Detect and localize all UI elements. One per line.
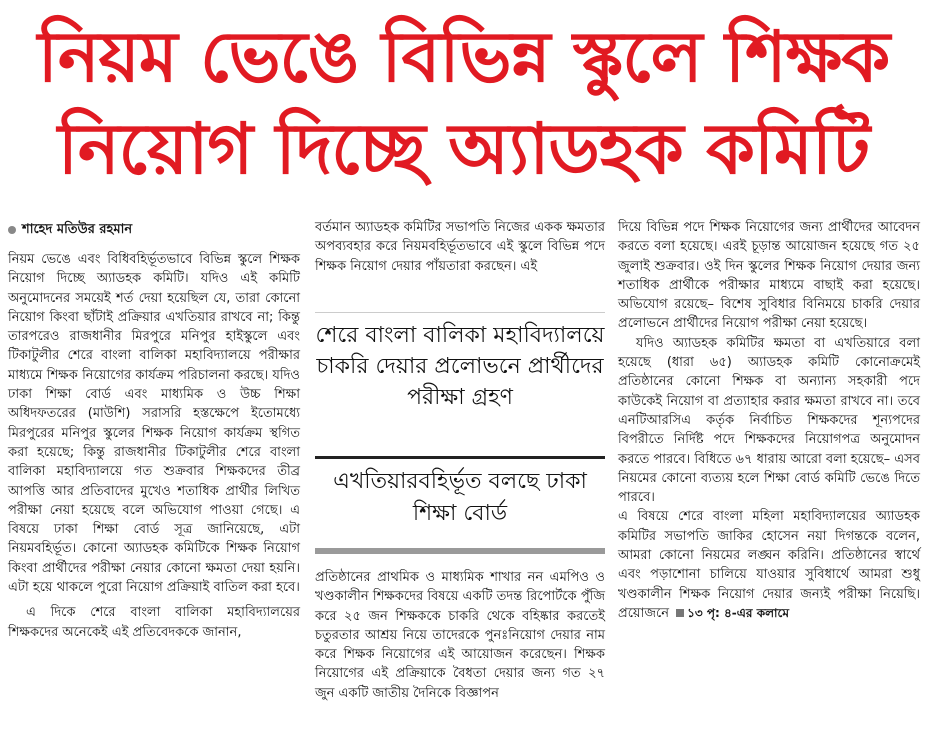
- bullet-icon: [8, 226, 16, 234]
- column-3-paragraph-3: এ বিষয়ে শেরে বাংলা মহিলা মহাবিদ্যালয়ের অ্যাডহক কমিটির সভাপতি জাকির হোসেন নয়া দিগন্তকে বলেন, আমরা কোনো নিয়মের লঙ্ঘন করিনি। প্রতিষ্ঠানের স্বার্থে এবং পড়াশোনা চালিয়ে যাওয়ার সুবিধার্থে আমরা শুধু খণ্ডকালীন শিক্ষক নিয়োগ দেয়ার জন্যই পরীক্ষা নিয়েছি। প্রয়োজনে: [618, 509, 920, 621]
- column-2-bottom-text: প্রতিষ্ঠানের প্রাথমিক ও মাধ্যমিক শাখার নন এমপিও ও খণ্ডকালীন শিক্ষকদের বিষয়ে একটি তদন্ত রিপোর্টকে পুঁজি করে ২৫ জন শিক্ষককে চাকরি থেকে বহিষ্কার করতেই চতুরতার আশ্রয় নিয়ে তাদেরকে পুনঃনিয়োগ দেয়ার নাম করে শিক্ষক নিয়োগের এই আয়োজন করেছেন। শিক্ষক নিয়োগের এই প্রক্রিয়াকে বৈধতা দেয়ার জন্য গত ২৭ জুন একটি জাতীয় দৈনিকে বিজ্ঞাপন: [315, 570, 605, 701]
- pullquote-divider: [315, 312, 605, 313]
- column-3-paragraph-2: যদিও অ্যাডহক কমিটির ক্ষমতা বা এখতিয়ারে বলা হয়েছে (ধারা ৬৫) অ্যাডহক কমিটি কোনোক্রমেই প্রতিষ্ঠানের কোনো শিক্ষক বা অন্যান্য সহকারী পদে কাউকেই নিয়োগ বা প্রত্যাহার করার ক্ষমতা রাখবে না। তবে এনটিআরসিএ কর্তৃক নির্বাচিত শিক্ষকদের শূন্যপদের বিপরীতে নির্দিষ্ট পদে শিক্ষকদের নিয়োগপত্র অনুমোদন করতে পারবে। বিধিতে ৬৭ ধারায় আরো বলা হয়েছে– এসব নিয়মের কোনো ব্যত্যয় হলে শিক্ষা বোর্ড কমিটি ভেঙে দিতে পারবে।: [618, 335, 920, 506]
- column-3-paragraph-1: দিয়ে বিভিন্ন পদে শিক্ষক নিয়োগের জন্য প্রার্থীদের আবেদন করতে বলা হয়েছে। এরই চূড়ান্ত আয়োজন হয়েছে গত ২৫ জুলাই শুক্রবার। ওই দিন স্কুলের শিক্ষক নিয়োগ দেয়ার জন্য শতাধিক প্রার্থীকে পরীক্ষার মাধ্যমে বাছাই করা হয়েছে। অভিযোগ রয়েছে– বিশেষ সুবিধার বিনিময়ে চাকরি দেয়ার প্রলোভনে প্রার্থীদের নিয়োগ পরীক্ষা নেয়া হয়েছে।: [618, 220, 920, 332]
- column-1-paragraph-1: নিয়ম ভেঙে এবং বিধিবহির্ভূতভাবে বিভিন্ন স্কুলে শিক্ষক নিয়োগ দিচ্ছে অ্যাডহক কমিটি। যদিও এই কমিটি অনুমোদনের সময়েই শর্ত দেয়া হয়েছিল যে, তারা কোনো নিয়োগ কিংবা ছাঁটাই প্রক্রিয়ার এখতিয়ার রাখবে না; কিন্তু তারপরেও রাজধানীর মিরপুরে মনিপুর হাইস্কুলে এবং টিকাটুলীর শেরে বাংলা বালিকা মহাবিদ্যালয়ে পরীক্ষার মাধ্যমে শিক্ষক নিয়োগের কার্যক্রম পরিচালনা করছে। যদিও ঢাকা শিক্ষা বোর্ড এবং মাধ্যমিক ও উচ্চ শিক্ষা অধিদফতরের (মাউশি) সরাসরি হস্তক্ষেপে ইতোমধ্যে মিরপুরের মনিপুর স্কুলের শিক্ষক নিয়োগ কার্যক্রম স্থগিত করা হয়েছে; কিন্তু রাজধানীর টিকাটুলীর শেরে বাংলা বালিকা মহাবিদ্যালয়ে গত শুক্রবার শিক্ষকদের তীব্র আপত্তি আর প্রতিবাদের মুখেও শতাধিক প্রার্থীর লিখিত পরীক্ষা নেয়া হয়েছে বলে অভিযোগ পাওয়া গেছে। এ বিষয়ে ঢাকা শিক্ষা বোর্ড সূত্র জানিয়েছে, এটা নিয়মবহির্ভূত। কোনো অ্যাডহক কমিটিকে শিক্ষক নিয়োগ কিংবা প্রার্থীদের পরীক্ষা নেয়ার কোনো ক্ষমতা দেয়া হয়নি। এটা হয়ে থাকলে পুরো নিয়োগ প্রক্রিয়াই বাতিল করা হবে।: [8, 252, 300, 596]
- pullquote-2-text: এখতিয়ারবহির্ভূত বলছে ঢাকা শিক্ষা বোর্ড: [333, 469, 587, 526]
- headline-line-1: নিয়ম ভেঙে বিভিন্ন স্কুলে শিক্ষক: [37, 16, 890, 98]
- column-2-top-text: বর্তমান অ্যাডহক কমিটির সভাপতি নিজের একক ক্ষমতার অপব্যবহার করে নিয়মবহির্ভূতভাবে এই স্কুলে বিভিন্ন পদে শিক্ষক নিয়োগ দেয়ার পাঁয়তারা করছেন। এই: [315, 220, 605, 274]
- headline-line-2: নিয়োগ দিচ্ছে অ্যাডহক কমিটি: [57, 108, 870, 190]
- article-column-1: [8, 218, 300, 642]
- square-icon: [676, 609, 684, 617]
- pullquote-2: [315, 466, 605, 546]
- column-1-paragraph-2: এ দিকে শেরে বাংলা বালিকা মহাবিদ্যালয়ের শিক্ষকদের অনেকেই এই প্রতিবেদককে জানান,: [8, 605, 300, 640]
- pullquote-1-text: শেরে বাংলা বালিকা মহাবিদ্যালয়ে চাকরি দেয়ার প্রলোভনে প্রার্থীদের পরীক্ষা গ্রহণ: [315, 323, 605, 410]
- article-column-2-bottom: [315, 568, 605, 703]
- byline: [8, 218, 300, 242]
- continuation-note: [673, 606, 789, 620]
- author-name: শাহেদ মতিউর রহমান: [22, 222, 133, 238]
- article-column-2-top: [315, 218, 605, 276]
- headline: [0, 0, 927, 210]
- pullquote-1: [315, 312, 605, 452]
- section-divider: [315, 456, 605, 459]
- section-divider-grey: [315, 548, 605, 554]
- article-column-3: [618, 218, 920, 623]
- continuation-text: ১৩ পৃ: ৪-এর কলামে: [687, 605, 789, 620]
